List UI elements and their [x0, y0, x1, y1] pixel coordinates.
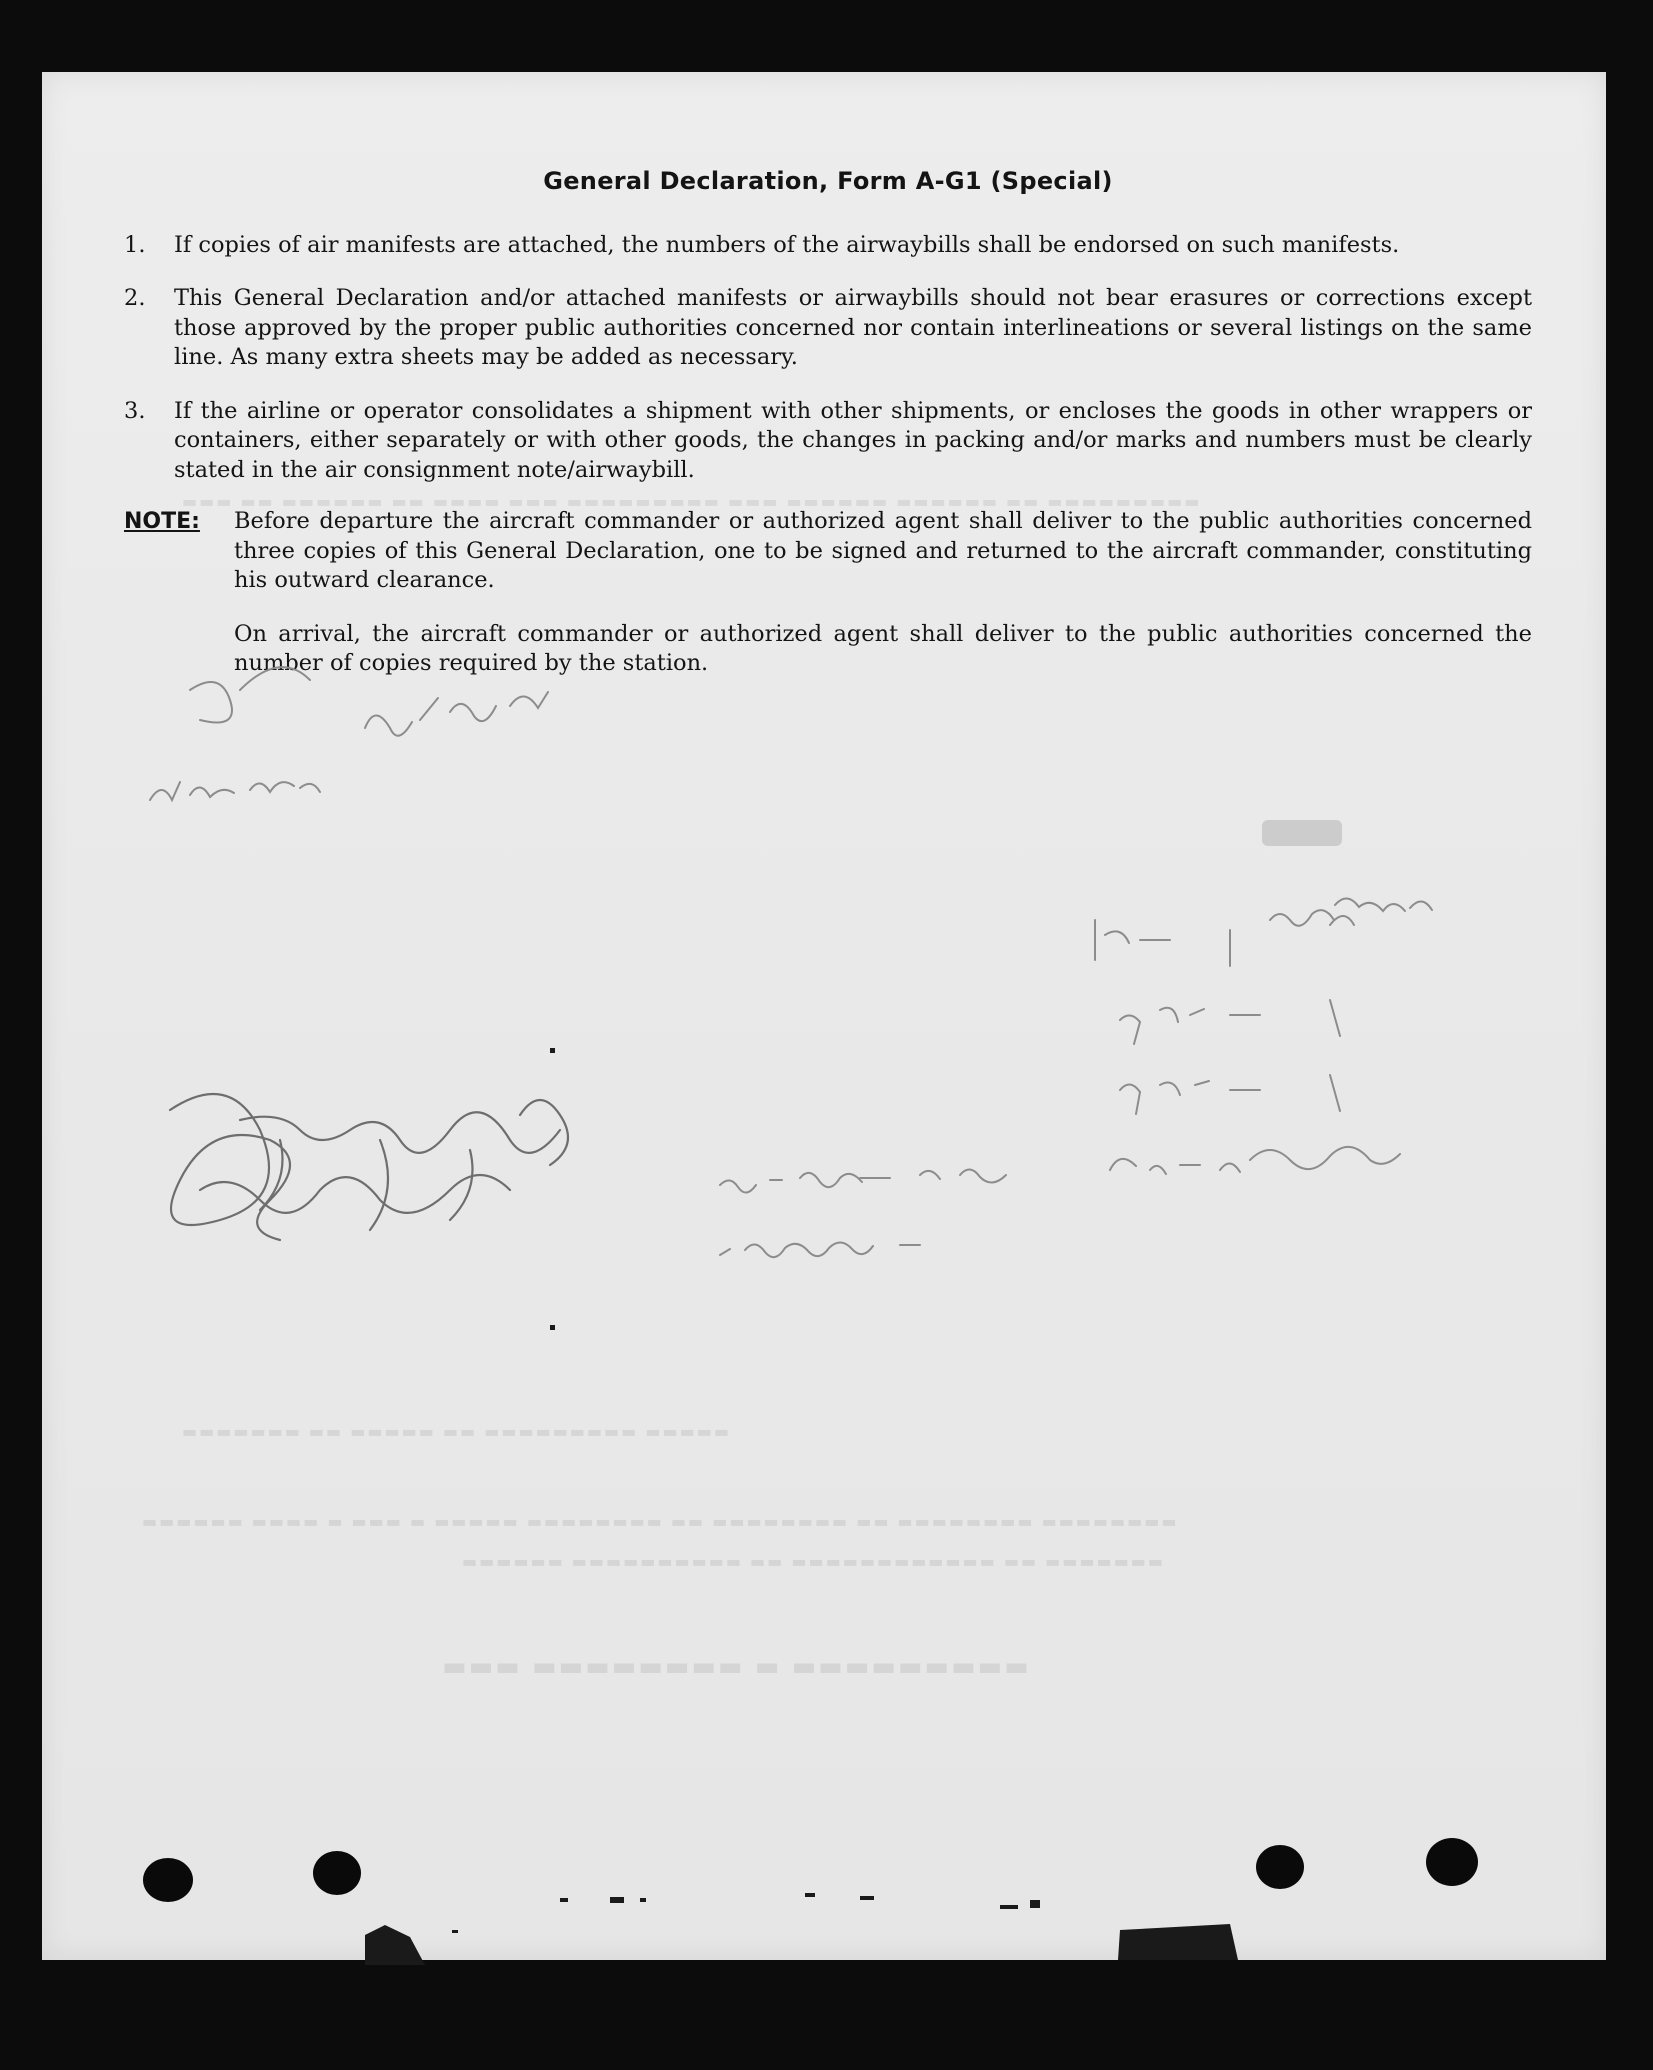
- document-title: General Declaration, Form A-G1 (Special): [543, 167, 1113, 195]
- declaration-content: [124, 167, 1532, 703]
- note-section: [124, 507, 1532, 703]
- item-number: 3.: [124, 397, 146, 424]
- instruction-item-3: [124, 397, 1532, 486]
- bleed-through-text: ▬▬▬▬▬▬ ▬▬▬▬ ▬ ▬▬▬ ▬ ▬▬▬▬▬ ▬▬▬▬▬▬▬▬ ▬▬ ▬▬▬▬▬▬▬▬ ▬▬ ▬▬▬▬▬▬▬▬ ▬▬▬▬▬▬▬▬: [142, 1512, 1179, 1531]
- bleed-through-text: ▬▬▬ ▬▬ ▬▬▬▬▬▬ ▬▬ ▬▬▬▬ ▬▬▬ ▬▬▬▬▬▬▬▬▬ ▬▬▬ ▬▬▬▬▬▬ ▬▬▬▬▬▬ ▬▬ ▬▬▬▬▬▬▬▬▬: [182, 492, 1202, 511]
- bleed-through-text: ▬▬▬ ▬▬▬▬▬▬▬▬ ▬ ▬▬▬▬▬▬▬▬▬: [442, 1652, 1031, 1682]
- item-text: If the airline or operator consolidates a shipment with other shipments, or encloses the goods in other wrappers or containers, either separately or with other goods, the changes in packing and/or marks and numbers must be clearly stated in the air consignment note/airwaybill.: [174, 397, 1532, 483]
- bleed-through-text: ▬▬▬▬▬▬▬ ▬▬ ▬▬▬▬▬ ▬▬ ▬▬▬▬▬▬▬▬▬ ▬▬▬▬▬: [182, 1422, 731, 1441]
- note-label: NOTE:: [124, 509, 200, 534]
- item-number: 1.: [124, 231, 146, 258]
- note-paragraph: Before departure the aircraft commander or authorized agent shall deliver to the public authorities concerned three copies of this General Declaration, one to be signed and returned to the aircraft commander, constituting his outward clearance.: [234, 508, 1532, 593]
- document-page: [42, 72, 1606, 1960]
- item-text: If copies of air manifests are attached, the numbers of the airwaybills shall be endorsed on such manifests.: [174, 231, 1400, 258]
- note-paragraph: On arrival, the aircraft commander or authorized agent shall deliver to the public authorities concerned the number of copies required by the station.: [234, 620, 1532, 676]
- bleed-through-text: ▬▬▬▬▬▬ ▬▬▬▬▬▬▬▬▬▬ ▬▬ ▬▬▬▬▬▬▬▬▬▬▬▬ ▬▬ ▬▬▬▬▬▬▬: [462, 1552, 1165, 1571]
- note-body: [234, 507, 1532, 703]
- instruction-item-1: [124, 231, 1532, 261]
- instruction-item-2: [124, 284, 1532, 373]
- item-text: This General Declaration and/or attached manifests or airwaybills should not bear erasures or corrections except those approved by the proper public authorities concerned nor contain interlineations or several listings on the same line. As many extra sheets may be added as necessary.: [174, 285, 1532, 370]
- item-number: 2.: [124, 285, 146, 311]
